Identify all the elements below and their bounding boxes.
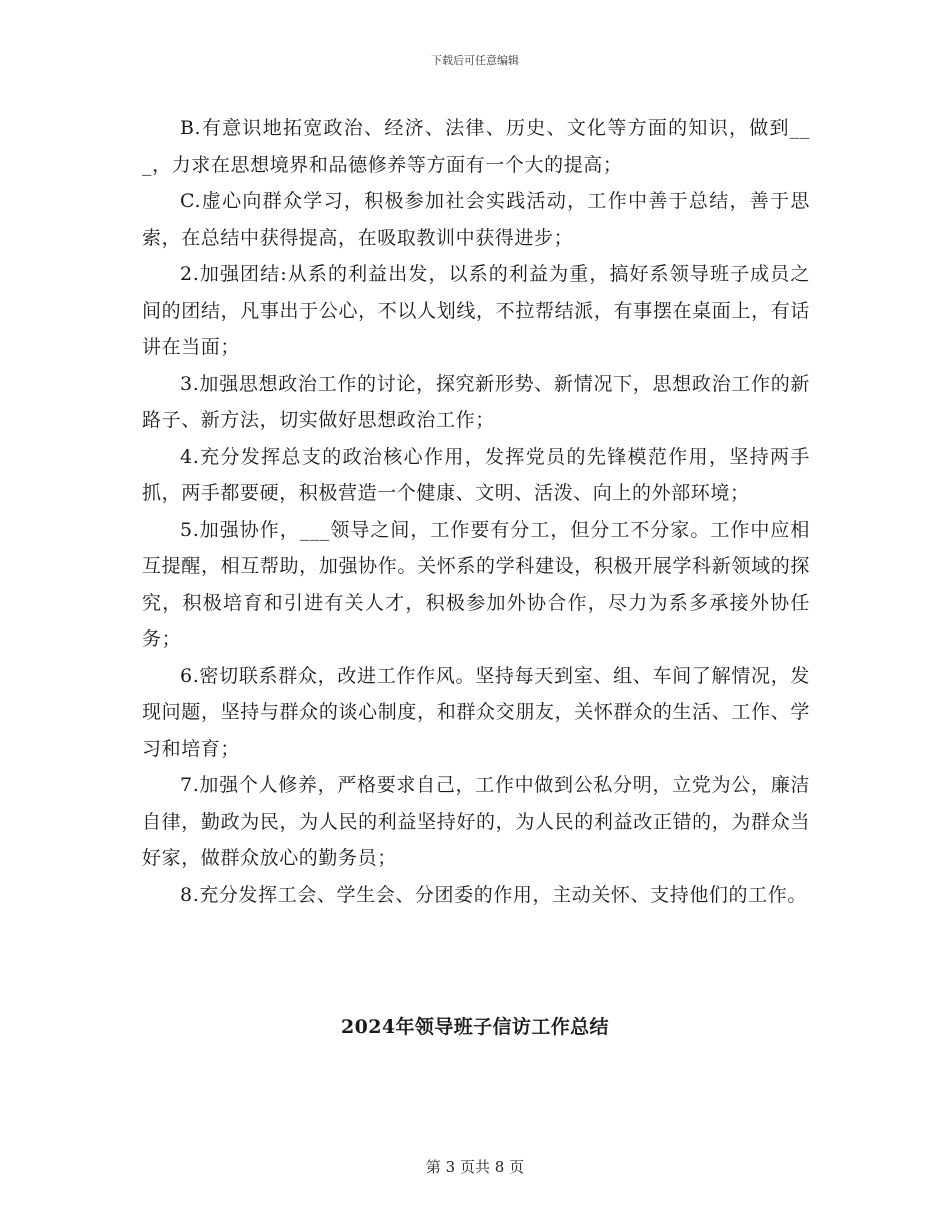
paragraph-6: 6.密切联系群众，改进工作作风。坚持每天到室、组、车间了解情况，发现问题，坚持与群众的谈心制度，和群众交朋友，关怀群众的生活、工作、学习和培育； bbox=[142, 664, 810, 760]
page-header: 下载后可任意编辑 bbox=[431, 54, 519, 67]
paragraph-3: 3.加强思想政治工作的讨论，探究新形势、新情况下，思想政治工作的新路子、新方法，切实做好思想政治工作； bbox=[142, 372, 810, 431]
paragraph-b: B.有意识地拓宽政治、经济、法律、历史、文化等方面的知识，做到___，力求在思想境界和品德修养等方面有一个大的提高； bbox=[142, 117, 810, 176]
paragraph-5: 5.加强协作，___领导之间，工作要有分工，但分工不分家。工作中应相互提醒，相互帮助，加强协作。关怀系的学科建设，积极开展学科新领域的探究，积极培育和引进有关人才，积极参加外协合作，尽力为系多承接外协任务； bbox=[142, 518, 810, 650]
section-title: 2024年领导班子信访工作总结 bbox=[341, 1016, 609, 1038]
document-body bbox=[142, 110, 810, 913]
paragraph-8: 8.充分发挥工会、学生会、分团委的作用，主动关怀、支持他们的工作。 bbox=[180, 883, 807, 906]
paragraph-4: 4.充分发挥总支的政治核心作用，发挥党员的先锋模范作用，坚持两手抓，两手都要硬，积极营造一个健康、文明、活泼、向上的外部环境； bbox=[142, 445, 810, 504]
paragraph-7: 7.加强个人修养，严格要求自己，工作中做到公私分明，立党为公，廉洁自律，勤政为民，为人民的利益坚持好的，为人民的利益改正错的，为群众当好家，做群众放心的勤务员； bbox=[142, 774, 810, 869]
paragraph-2: 2.加强团结:从系的利益出发，以系的利益为重，搞好系领导班子成员之间的团结，凡事出于公心，不以人划线，不拉帮结派，有事摆在桌面上，有话讲在当面； bbox=[142, 263, 810, 358]
page-footer: 第 3 页共 8 页 bbox=[425, 1158, 525, 1176]
paragraph-c: C.虚心向群众学习，积极参加社会实践活动，工作中善于总结，善于思索，在总结中获得提高，在吸取教训中获得进步； bbox=[142, 190, 810, 249]
